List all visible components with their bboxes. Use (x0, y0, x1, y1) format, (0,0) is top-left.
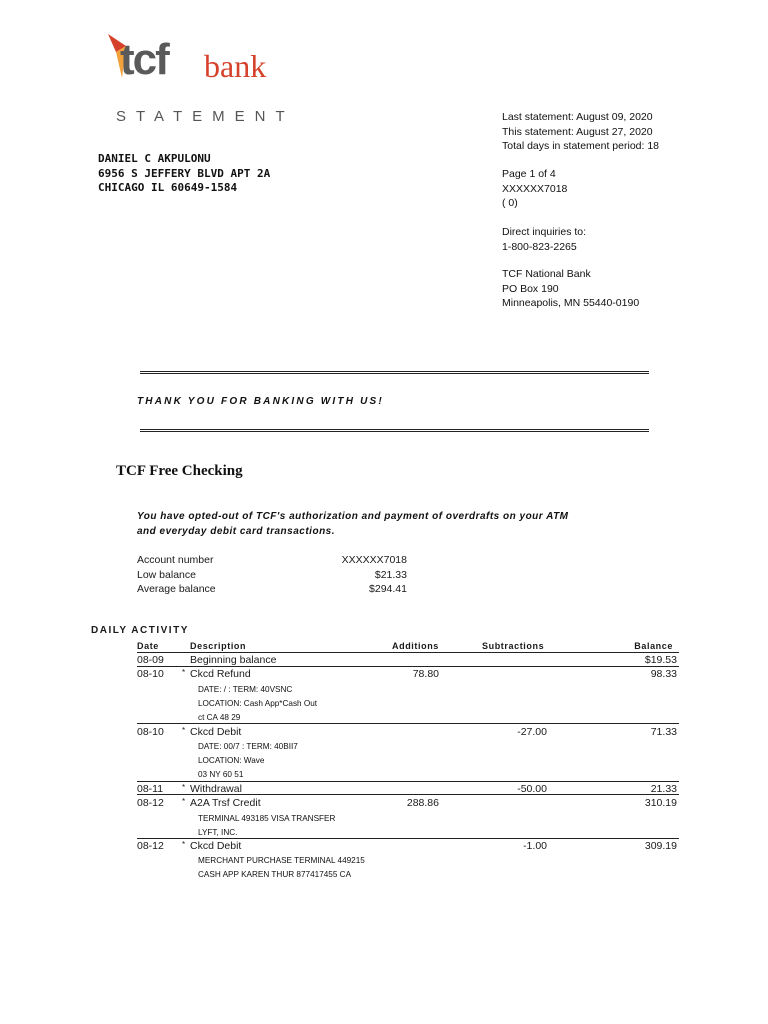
txn-star: * (182, 668, 186, 677)
txn-subtraction: -1.00 (523, 840, 547, 852)
customer-address (98, 152, 270, 196)
txn-detail: DATE: 00/7 : TERM: 40BII7 (198, 742, 298, 751)
header-subtractions: Subtractions (482, 641, 545, 651)
txn-star: * (182, 797, 186, 806)
txn-detail: 03 NY 60 51 (198, 770, 244, 779)
customer-street: 6956 S JEFFERY BLVD APT 2A (98, 166, 271, 180)
txn-date: 08-12 (137, 840, 164, 852)
txn-subtraction: -27.00 (517, 726, 547, 738)
inquiries (502, 225, 586, 254)
inquiries-phone: 1-800-823-2265 (502, 240, 577, 253)
summary-value: $294.41 (369, 583, 407, 595)
txn-description: Ckcd Refund (190, 668, 251, 680)
txn-detail: MERCHANT PURCHASE TERMINAL 449215 (198, 856, 365, 865)
txn-star: * (182, 726, 186, 735)
txn-date: 08-12 (137, 797, 164, 809)
bank-city: Minneapolis, MN 55440-0190 (502, 297, 640, 309)
summary-row (137, 582, 437, 597)
row-rule (137, 723, 679, 724)
total-days: Total days in statement period: 18 (502, 140, 660, 152)
inquiries-label: Direct inquiries to: (502, 226, 587, 238)
beginning-balance: $19.53 (644, 654, 677, 666)
logo-bank-text: bank (204, 48, 267, 84)
statement-heading: STATEMENT (116, 108, 295, 125)
header-date: Date (137, 641, 159, 651)
daily-activity-title: DAILY ACTIVITY (91, 625, 189, 636)
summary-value: XXXXXX7018 (341, 554, 407, 566)
this-statement: This statement: August 27, 2020 (502, 125, 653, 138)
txn-addition: 288.86 (406, 797, 439, 809)
customer-city: CHICAGO IL 60649-1584 (98, 181, 238, 194)
row-rule (137, 794, 679, 795)
txn-detail: ct CA 48 29 (198, 713, 241, 722)
logo-tcf-text: tcf (120, 35, 168, 84)
summary-value: $21.33 (374, 568, 407, 581)
txn-detail: DATE: / : TERM: 40VSNC (198, 685, 293, 694)
txn-description: Ckcd Debit (190, 840, 242, 852)
product-title: TCF Free Checking (116, 463, 243, 479)
txn-detail: TERMINAL 493185 VISA TRANSFER (198, 814, 336, 823)
txn-detail: LOCATION: Cash App*Cash Out (198, 699, 318, 708)
tcf-bank-logo (106, 32, 276, 88)
row-rule (137, 838, 679, 839)
txn-description: A2A Trsf Credit (190, 797, 261, 809)
page-number: Page 1 of 4 (502, 168, 556, 180)
page-info (502, 167, 567, 211)
beginning-date: 08-09 (137, 654, 164, 666)
customer-name: DANIEL C AKPULONU (98, 152, 211, 165)
txn-balance: 310.19 (644, 797, 677, 809)
txn-description: Ckcd Debit (190, 726, 242, 738)
header-description: Description (190, 641, 247, 651)
txn-star: * (182, 783, 186, 792)
txn-date: 08-11 (137, 783, 164, 795)
bank-name: TCF National Bank (502, 268, 591, 280)
summary-label: Low balance (137, 568, 196, 581)
txn-description: Withdrawal (190, 783, 242, 795)
header-additions: Additions (392, 641, 439, 651)
bottom-divider (140, 429, 649, 432)
txn-balance: 98.33 (650, 668, 677, 680)
txn-addition: 78.80 (412, 668, 439, 680)
bank-po-box: PO Box 190 (502, 282, 559, 295)
statement-dates (502, 110, 659, 154)
txn-subtraction: -50.00 (517, 783, 547, 795)
txn-date: 08-10 (137, 668, 164, 680)
txn-balance: 309.19 (644, 840, 677, 852)
top-divider (140, 371, 649, 374)
summary-row (137, 568, 437, 583)
account-masked: XXXXXX7018 (502, 182, 568, 195)
summary-row (137, 553, 437, 568)
thanks-message: THANK YOU FOR BANKING WITH US! (137, 396, 384, 407)
row-rule (137, 666, 679, 667)
summary-label: Average balance (137, 583, 216, 595)
summary-label: Account number (137, 554, 214, 566)
paren-count: ( 0) (502, 197, 518, 209)
header-rule (137, 652, 679, 653)
txn-date: 08-10 (137, 726, 164, 738)
overdraft-notice: You have opted-out of TCF's authorization and payment of overdrafts on your ATM and everyday debit card transactions. (137, 511, 569, 537)
txn-detail: LYFT, INC. (198, 828, 238, 837)
txn-star: * (182, 840, 186, 849)
txn-detail: LOCATION: Wave (198, 756, 265, 765)
last-statement: Last statement: August 09, 2020 (502, 111, 653, 123)
header-balance: Balance (634, 641, 673, 651)
txn-balance: 71.33 (650, 726, 677, 738)
bank-address (502, 267, 639, 311)
account-summary (137, 553, 437, 597)
row-rule (137, 781, 679, 782)
txn-balance: 21.33 (650, 783, 677, 795)
beginning-description: Beginning balance (190, 654, 277, 666)
txn-detail: CASH APP KAREN THUR 877417455 CA (198, 870, 352, 879)
